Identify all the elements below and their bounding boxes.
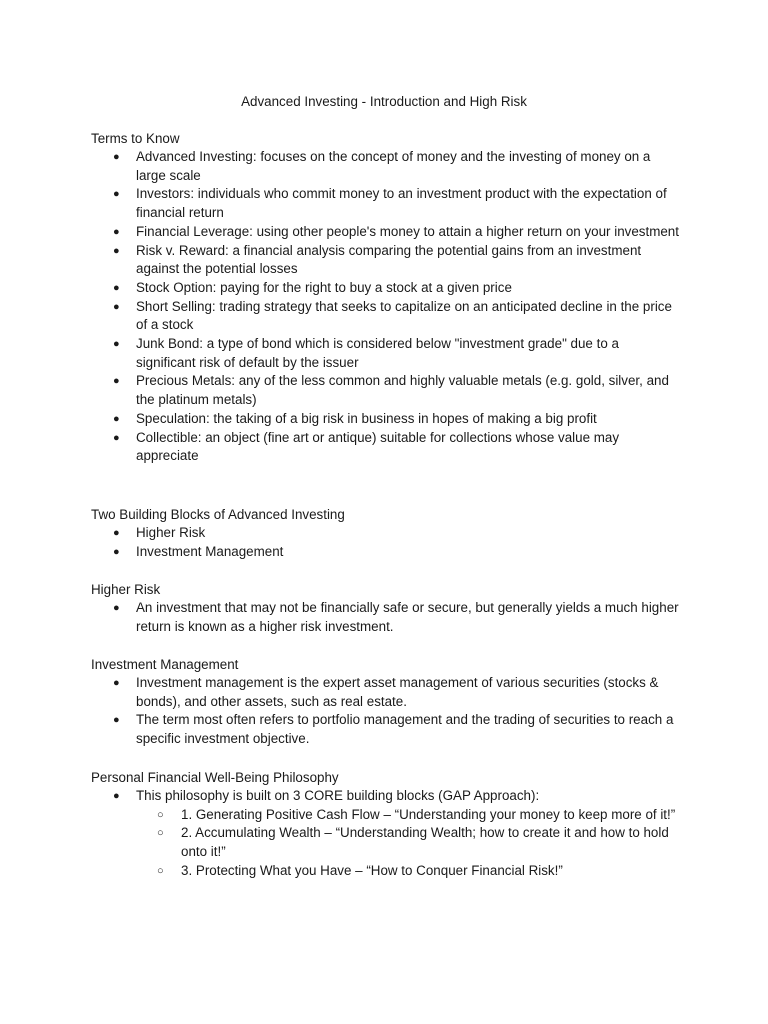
hollow-bullet-icon: ○ — [157, 864, 164, 877]
section-heading: Investment Management — [91, 657, 239, 672]
bullet-icon: ● — [113, 281, 120, 294]
list-item — [91, 599, 691, 636]
bullet-icon: ● — [113, 375, 120, 388]
bullet-icon: ● — [113, 244, 120, 257]
list-item — [91, 543, 691, 562]
sub-list-item — [136, 862, 691, 881]
bullet-icon: ● — [113, 790, 120, 802]
document-title: Advanced Investing - Introduction and High Risk — [241, 94, 527, 109]
section-heading: Personal Financial Well-Being Philosophy — [91, 770, 339, 785]
list-item-text: Precious Metals: any of the less common and highly valuable metals (e.g. gold, silver, and the platinum metals) — [136, 373, 669, 408]
list-item-text: Junk Bond: a type of bond which is considered below "investment grade" due to a significant risk of default by the issuer — [136, 336, 619, 370]
section-philosophy — [91, 768, 691, 881]
list-item — [91, 524, 691, 543]
section-heading: Higher Risk — [91, 582, 161, 597]
sub-list-item-text: 2. Accumulating Wealth – “Understanding Wealth; how to create it and how to hold onto it!” — [181, 825, 669, 860]
bullet-icon: ● — [113, 188, 120, 201]
list-item-text: This philosophy is built on 3 CORE building blocks (GAP Approach): — [136, 788, 540, 803]
list-item — [91, 372, 691, 409]
list-item-text: Stock Option: paying for the right to buy a stock at a given price — [136, 279, 512, 295]
list-item-text: Collectible: an object (fine art or antique) suitable for collections whose value may appreciate — [136, 429, 620, 464]
section-terms-to-know — [91, 129, 691, 466]
bullet-icon: ● — [113, 677, 120, 689]
section-heading: Terms to Know — [91, 131, 180, 146]
hollow-bullet-icon: ○ — [157, 827, 164, 840]
list-item-text: Speculation: the taking of a big risk in business in hopes of making a big profit — [136, 410, 597, 426]
sub-bullet-list — [136, 806, 691, 881]
list-item-text: Investors: individuals who commit money to an investment product with the expectation of financial return — [136, 186, 667, 221]
sub-list-item — [136, 824, 691, 861]
hollow-bullet-icon: ○ — [157, 808, 164, 821]
bullet-icon: ● — [113, 151, 120, 163]
list-item — [91, 787, 691, 881]
bullet-icon: ● — [113, 527, 120, 539]
list-item-text: Investment Management — [136, 543, 284, 559]
bullet-list — [91, 674, 691, 749]
bullet-icon: ● — [113, 338, 120, 351]
list-item — [91, 298, 691, 335]
section-investment-management — [91, 655, 691, 749]
list-item — [91, 335, 691, 372]
list-item — [91, 429, 691, 466]
list-item — [91, 410, 691, 429]
list-item — [91, 674, 691, 711]
list-item-text: Financial Leverage: using other people's money to attain a higher return on your investment — [136, 223, 679, 239]
list-item — [91, 223, 691, 242]
section-building-blocks — [91, 505, 691, 561]
bullet-icon: ● — [113, 225, 120, 238]
bullet-icon: ● — [113, 714, 120, 727]
sub-list-item-text: 1. Generating Positive Cash Flow – “Understanding your money to keep more of it!” — [181, 806, 676, 822]
list-item — [91, 242, 691, 279]
list-item-text: Short Selling: trading strategy that seeks to capitalize on an anticipated decline in the price of a stock — [136, 298, 672, 333]
list-item — [91, 279, 691, 298]
list-item-text: Risk v. Reward: a financial analysis comparing the potential gains from an investment against the potential losses — [136, 242, 642, 277]
section-heading: Two Building Blocks of Advanced Investing — [91, 507, 345, 522]
bullet-icon: ● — [113, 412, 120, 425]
section-higher-risk — [91, 580, 691, 636]
bullet-list — [91, 148, 691, 466]
list-item-text: Higher Risk — [136, 525, 206, 540]
list-item — [91, 148, 691, 185]
bullet-list — [91, 599, 691, 636]
list-item — [91, 185, 691, 222]
bullet-list — [91, 787, 691, 881]
list-item-text: Investment management is the expert asset management of various securities (stocks & bonds), and other assets, such as real estate. — [136, 675, 659, 709]
bullet-list — [91, 524, 691, 561]
sub-list-item-text: 3. Protecting What you Have – “How to Conquer Financial Risk!” — [181, 862, 563, 878]
sub-list-item — [136, 806, 691, 825]
bullet-icon: ● — [113, 602, 120, 614]
bullet-icon: ● — [113, 431, 120, 444]
bullet-icon: ● — [113, 300, 120, 313]
list-item-text: The term most often refers to portfolio management and the trading of securities to reach a specific investment objective. — [136, 712, 674, 747]
list-item-text: An investment that may not be financially safe or secure, but generally yields a much higher return is known as a higher risk investment. — [136, 600, 679, 634]
bullet-icon: ● — [113, 545, 120, 558]
list-item — [91, 711, 691, 748]
list-item-text: Advanced Investing: focuses on the concept of money and the investing of money on a large scale — [136, 149, 651, 183]
